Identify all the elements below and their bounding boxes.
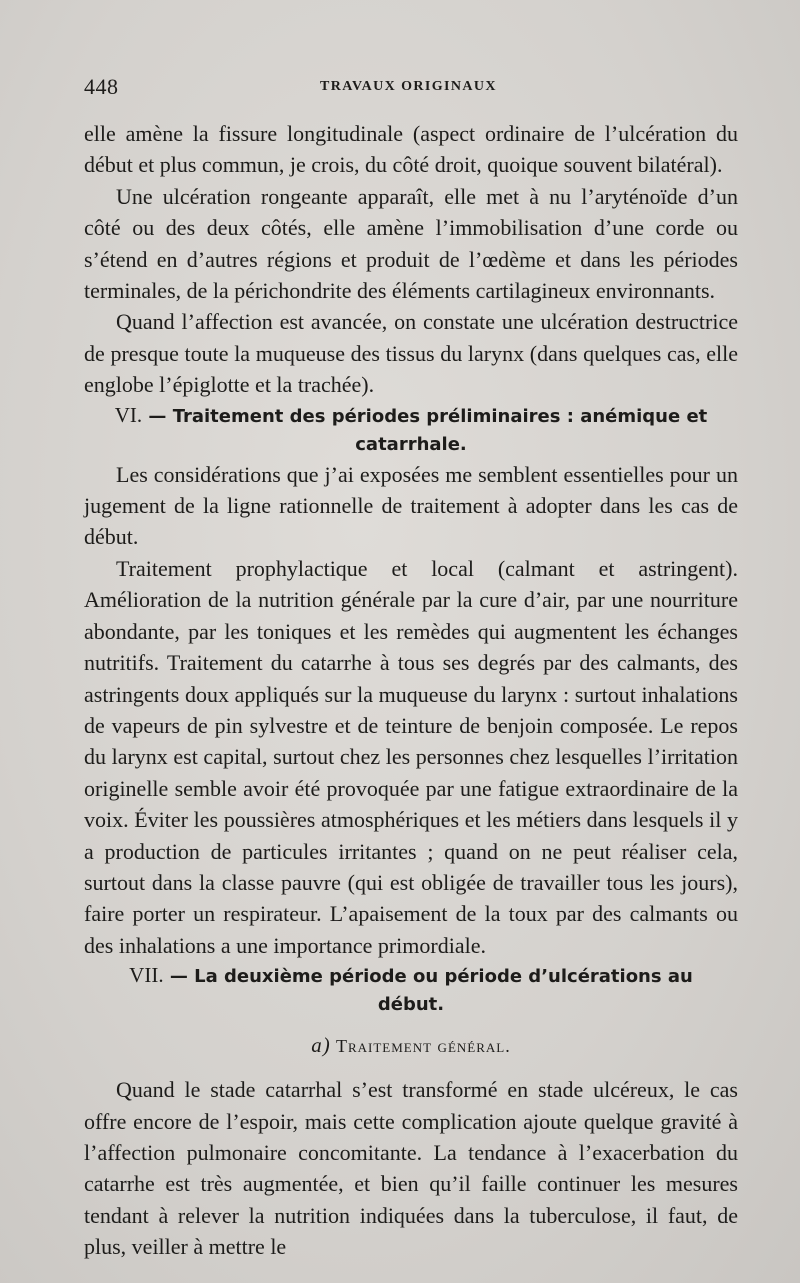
subsection-heading-a: [84, 1033, 738, 1058]
paragraph-treatment: Traitement prophylactique et local (calmant et astringent). Amélioration de la nutrition générale par la cure d’air, par une nourriture abondante, par les toniques et les remèdes qui augmentent les échanges nutritifs. Traitement du catarrhe à tous ses degrés par des calmants, des astringents doux appliqués sur la muqueuse du larynx : surtout inhalations de vapeurs de pin sylvestre et de teinture de benjoin composée. Le repos du larynx est capital, surtout chez les personnes chez lesquelles l’irritation originelle semble avoir été provoquée par une fatigue extraordinaire de la voix. Éviter les poussières atmosphériques et les métiers dans lesquels il y a production de particules irritantes ; quand on ne peut réaliser cela, surtout dans la classe pauvre (qui est obligée de travailler tous les jours), faire porter un respirateur. L’apaisement de la toux par des calmants ou des inhalations a une importance primordiale.: [84, 555, 738, 958]
paragraph-catarrhal-stage: Quand le stade catarrhal s’est transformé en stade ulcéreux, le cas offre encore de l’espoir, mais cette complication ajoute quelque gravité à l’affection pulmonaire concomitante. La tendance à l’exacerbation du catarrhe est très augmentée, et bien qu’il faille continuer les mesures tendant à relever la nutrition indiquées dans la tuberculose, il faut, de plus, veiller à mettre le: [84, 1077, 738, 1260]
paragraph-considerations: Les considérations que j’ai exposées me semblent essentielles pour un jugement de la ligne rationnelle de traitement à adopter dans les cas de début.: [84, 461, 738, 550]
section-heading-vii: [84, 961, 738, 1019]
page-header: [84, 74, 734, 104]
page-number: 448: [84, 74, 119, 99]
section-number-vi: VI.: [114, 402, 143, 427]
section-title-vii: La deuxième période ou période d’ulcérations au début.: [194, 966, 693, 1016]
running-head: TRAVAUX ORIGINAUX: [320, 79, 497, 94]
subsection-title: Traitement général.: [330, 1036, 511, 1057]
page-body: [84, 118, 738, 1263]
subsection-letter: a): [311, 1033, 331, 1058]
section-number-vii: VII.: [129, 963, 164, 988]
section-dash-vii: —: [163, 966, 195, 988]
section-heading-vi: [84, 401, 738, 459]
paragraph-ulceration: Une ulcération rongeante apparaît, elle met à nu l’aryténoïde d’un côté ou des deux côtés, elle amène l’immobilisation d’une corde ou s’étend en d’autres régions et produit de l’œdème et dans les périodes terminales, de la périchondrite des éléments cartilagineux environnants.: [84, 183, 738, 304]
section-dash-vi: —: [142, 405, 173, 427]
paragraph-continuation: elle amène la fissure longitudinale (aspect ordinaire de l’ulcération du début et plus commun, je crois, du côté droit, quoique souvent bilatéral).: [84, 121, 738, 178]
paragraph-advanced-stage: Quand l’affection est avancée, on constate une ulcération destructrice de presque toute la muqueuse des tissus du larynx (dans quelques cas, elle englobe l’épiglotte et la trachée).: [84, 309, 738, 398]
section-title-vi: Traitement des périodes préliminaires : anémique et catarrhale.: [172, 405, 708, 455]
